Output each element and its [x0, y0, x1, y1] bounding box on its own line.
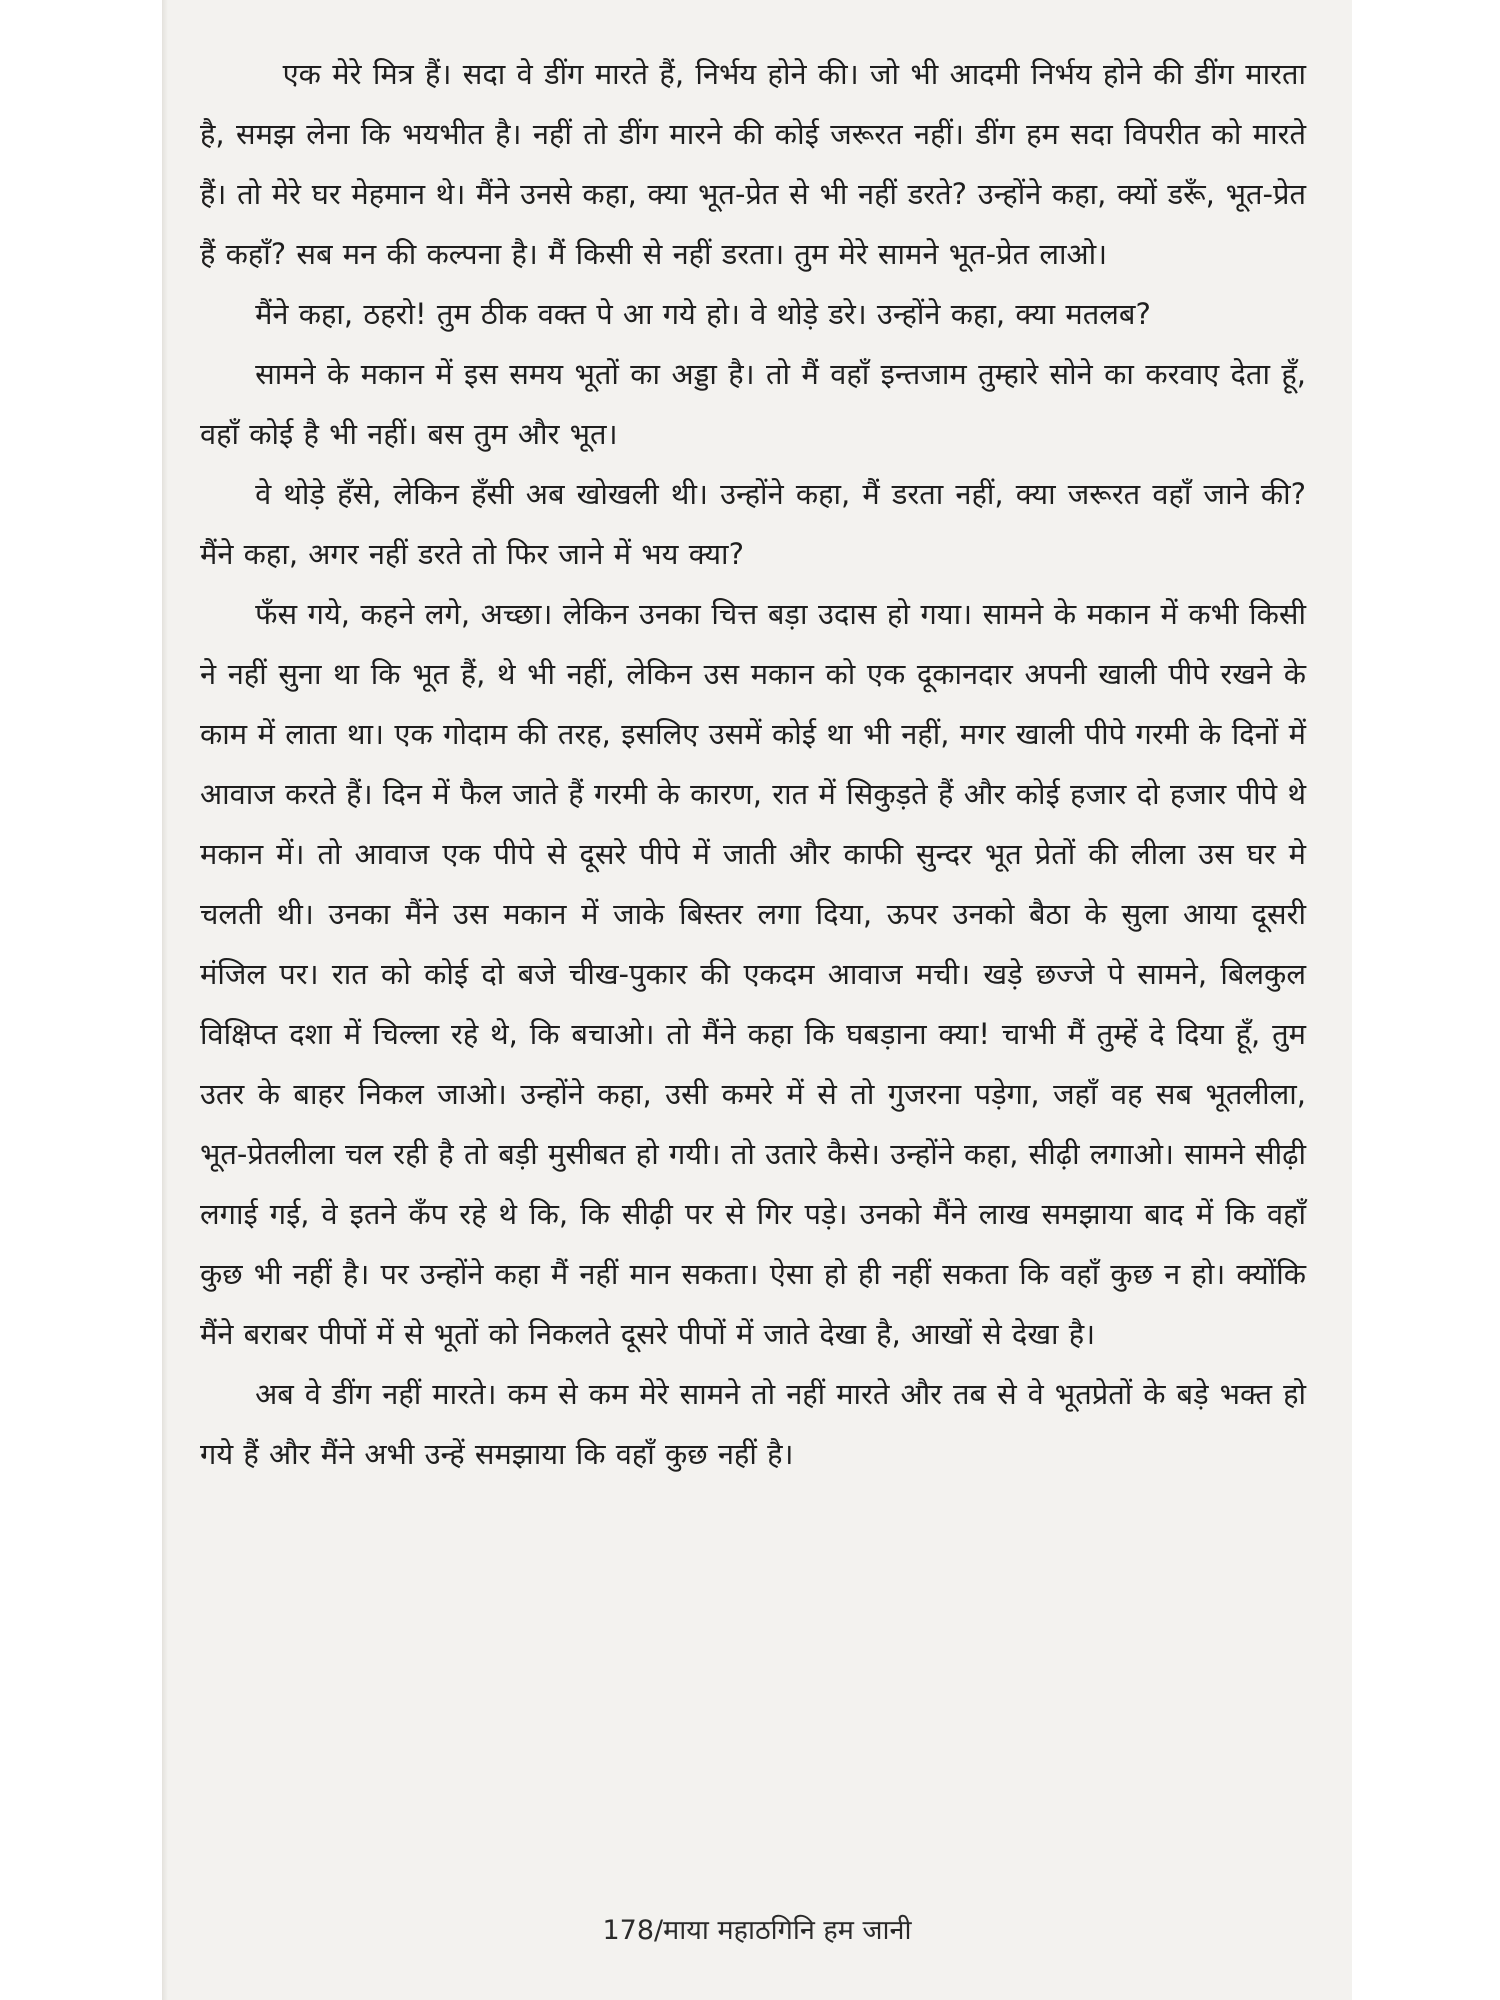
paragraph-1: एक मेरे मित्र हैं। सदा वे डींग मारते हैं, निर्भय होने की। जो भी आदमी निर्भय होने की डींग मारता है, समझ लेना कि भयभीत है। नहीं तो डींग मारने की कोई जरूरत नहीं। डींग हम सदा विपरीत को मारते हैं। तो मेरे घर मेहमान थे। मैंने उनसे कहा, क्या भूत-प्रेत से भी नहीं डरते? उन्होंने कहा, क्यों डरूँ, भूत-प्रेत हैं कहाँ? सब मन की कल्पना है। मैं किसी से नहीं डरता। तुम मेरे सामने भूत-प्रेत लाओ। — [200, 57, 1306, 271]
book-page — [162, 0, 1352, 2000]
paragraph-3: सामने के मकान में इस समय भूतों का अड्डा है। तो मैं वहाँ इन्तजाम तुम्हारे सोने का करवाए देता हूँ, वहाँ कोई है भी नहीं। बस तुम और भूत। — [200, 357, 1306, 451]
paragraph-2: मैंने कहा, ठहरो! तुम ठीक वक्त पे आ गये हो। वे थोड़े डरे। उन्होंने कहा, क्या मतलब? — [255, 297, 1151, 331]
paragraph-5: फँस गये, कहने लगे, अच्छा। लेकिन उनका चित्त बड़ा उदास हो गया। सामने के मकान में कभी किसी ने नहीं सुना था कि भूत हैं, थे भी नहीं, लेकिन उस मकान को एक दूकानदार अपनी खाली पीपे रखने के काम में लाता था। एक गोदाम की तरह, इसलिए उसमें कोई था भी नहीं, मगर खाली पीपे गरमी के दिनों में आवाज करते हैं। दिन में फैल जाते हैं गरमी के कारण, रात में सिकुड़ते हैं और कोई हजार दो हजार पीपे थे मकान में। तो आवाज एक पीपे से दूसरे पीपे में जाती और काफी सुन्दर भूत प्रेतों की लीला उस घर मे चलती थी। उनका मैंने उस मकान में जाके बिस्तर लगा दिया, ऊपर उनको बैठा के सुला आया दूसरी मंजिल पर। रात को कोई दो बजे चीख-पुकार की एकदम आवाज मची। खड़े छज्जे पे सामने, बिलकुल विक्षिप्त दशा में चिल्ला रहे थे, कि बचाओ। तो मैंने कहा कि घबड़ाना क्या! चाभी मैं तुम्हें दे दिया हूँ, तुम उतर के बाहर निकल जाओ। उन्होंने कहा, उसी कमरे में से तो गुजरना पड़ेगा, जहाँ वह सब भूतलीला, भूत-प्रेतलीला चल रही है तो बड़ी मुसीबत हो गयी। तो उतारे कैसे। उन्होंने कहा, सीढ़ी लगाओ। सामने सीढ़ी लगाई गई, वे इतने कँप रहे थे कि, कि सीढ़ी पर से गिर पड़े। उनको मैंने लाख समझाया बाद में कि वहाँ कुछ भी नहीं है। पर उन्होंने कहा मैं नहीं मान सकता। ऐसा हो ही नहीं सकता कि वहाँ कुछ न हो। क्योंकि मैंने बराबर पीपों में से भूतों को निकलते दूसरे पीपों में जाते देखा है, आखों से देखा है। — [200, 597, 1306, 1351]
paragraph-6: अब वे डींग नहीं मारते। कम से कम मेरे सामने तो नहीं मारते और तब से वे भूतप्रेतों के बड़े भक्त हो गये हैं और मैंने अभी उन्हें समझाया कि वहाँ कुछ नहीं है। — [200, 1377, 1306, 1471]
page-footer: 178/माया महाठगिनि हम जानी — [602, 1915, 912, 1946]
paragraph-4: वे थोड़े हँसे, लेकिन हँसी अब खोखली थी। उन्होंने कहा, मैं डरता नहीं, क्या जरूरत वहाँ जाने की? मैंने कहा, अगर नहीं डरते तो फिर जाने में भय क्या? — [200, 477, 1306, 571]
